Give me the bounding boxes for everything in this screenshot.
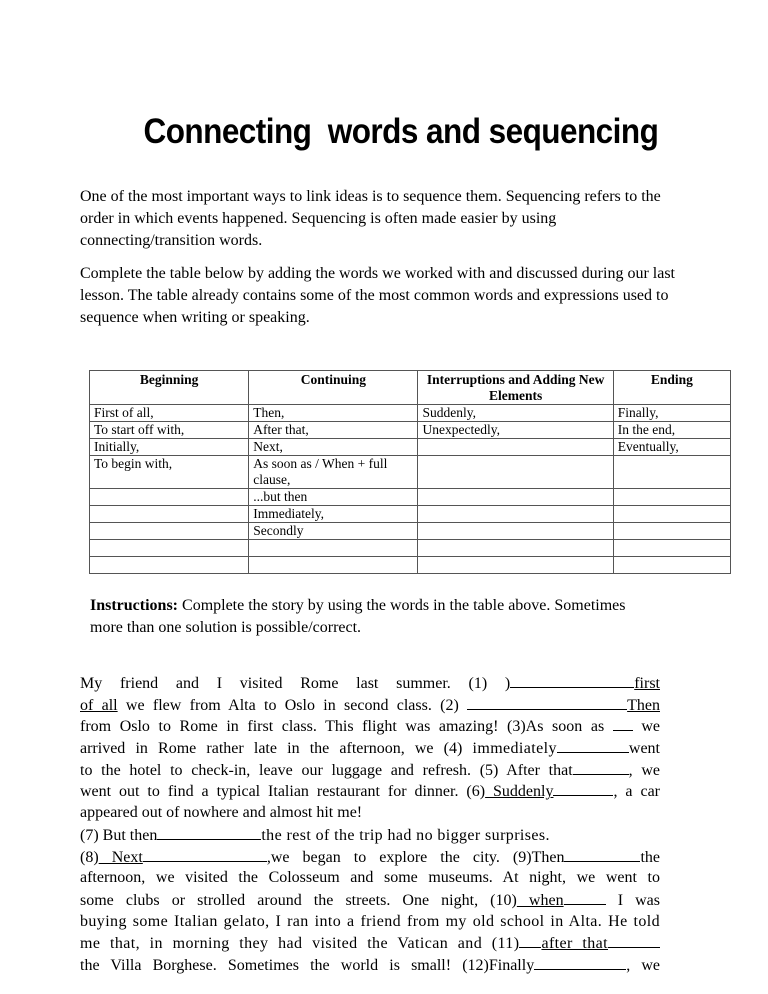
table-cell[interactable] — [418, 439, 613, 456]
story-text-10: afternoon, we visited the Colosseum and some museums. At night, we went to — [80, 869, 660, 887]
table-cell[interactable] — [249, 557, 418, 574]
story-text-8a: (7) But then — [80, 826, 158, 844]
story-text-8b: the rest of the trip had no bigger surprises. — [261, 826, 550, 844]
story-text-2b: we flew from Alta to Oslo in second class. (2) — [117, 696, 468, 714]
table-row — [90, 456, 731, 489]
table-cell[interactable]: Suddenly, — [418, 405, 613, 422]
answer-8[interactable]: Next — [98, 848, 143, 866]
story-text-3a: from Oslo to Rome in first class. This flight was amazing! (3)As soon as — [80, 718, 613, 736]
table-cell[interactable]: After that, — [249, 422, 418, 439]
table-cell[interactable] — [613, 456, 730, 489]
story-text-9c: the — [640, 848, 660, 866]
story-line — [80, 846, 660, 868]
story-text-5b: , we — [628, 761, 660, 779]
table-cell[interactable]: ...but then — [249, 489, 418, 506]
story-line — [80, 867, 660, 889]
table-cell[interactable] — [613, 489, 730, 506]
story-text-11b: I was — [605, 891, 661, 909]
story-text-14b: , we — [626, 956, 660, 974]
table-row — [90, 422, 731, 439]
instructions-text: Complete the story by using the words in the table above. Sometimes more than one solution is possible/correct. — [90, 597, 626, 636]
story-text-9b: ,we began to explore the city. (9)Then — [266, 848, 565, 866]
table-cell[interactable] — [613, 540, 730, 557]
table-cell[interactable]: To start off with, — [90, 422, 249, 439]
table-cell[interactable] — [418, 557, 613, 574]
table-row — [90, 540, 731, 557]
story-text-6a: went out to find a typical Italian restaurant for dinner. (6) — [80, 783, 486, 801]
blank-7[interactable] — [157, 824, 261, 840]
story-line — [80, 932, 660, 954]
blank-4[interactable] — [557, 737, 629, 753]
story-line — [80, 759, 660, 781]
header-continuing: Continuing — [249, 371, 418, 405]
story-text-4b: went — [628, 740, 660, 758]
story-text-3b: we — [632, 718, 661, 736]
answer-10[interactable]: when — [516, 891, 564, 909]
header-interruptions: Interruptions and Adding New Elements — [418, 371, 613, 405]
blank-6[interactable] — [553, 780, 613, 796]
table-cell[interactable] — [90, 557, 249, 574]
story-line — [80, 780, 660, 802]
table-row — [90, 405, 731, 422]
page-title: Connecting words and sequencing — [143, 112, 659, 151]
table-cell[interactable]: To begin with, — [90, 456, 249, 489]
table-cell[interactable] — [90, 489, 249, 506]
blank-3[interactable] — [613, 715, 633, 731]
story-line — [80, 824, 660, 846]
table-cell[interactable] — [418, 540, 613, 557]
table-row — [90, 439, 731, 456]
story-line — [80, 802, 660, 824]
table-cell[interactable] — [90, 506, 249, 523]
table-cell[interactable]: Unexpectedly, — [418, 422, 613, 439]
table-cell[interactable]: In the end, — [613, 422, 730, 439]
table-cell[interactable] — [613, 506, 730, 523]
story-line — [80, 889, 660, 911]
table-cell[interactable] — [418, 489, 613, 506]
table-cell[interactable]: Eventually, — [613, 439, 730, 456]
blank-5[interactable] — [573, 759, 629, 775]
story-text-4a: arrived in Rome rather late in the afternoon, we (4) — [80, 740, 473, 758]
table-cell[interactable] — [418, 506, 613, 523]
story-text-12: buying some Italian gelato, I ran into a friend from my old school in Alta. He told — [80, 912, 660, 930]
story-line — [80, 954, 660, 976]
header-ending: Ending — [613, 371, 730, 405]
story-text — [80, 672, 660, 976]
story-text-5a: to the hotel to check-in, leave our luggage and refresh. (5) After that — [80, 761, 573, 779]
table-row — [90, 506, 731, 523]
sequencing-table — [89, 370, 731, 574]
answer-1-cont[interactable]: of all — [80, 696, 118, 714]
table-cell[interactable]: Finally, — [613, 405, 730, 422]
answer-4[interactable]: immediately — [472, 740, 557, 758]
table-cell[interactable] — [418, 456, 613, 489]
table-cell[interactable]: Secondly — [249, 523, 418, 540]
story-text-7: appeared out of nowhere and almost hit me! — [80, 804, 363, 822]
table-cell[interactable] — [418, 523, 613, 540]
blank-10[interactable] — [564, 889, 606, 905]
table-cell[interactable]: Then, — [249, 405, 418, 422]
story-line — [80, 694, 660, 716]
blank-11[interactable] — [608, 932, 660, 948]
blank-8[interactable] — [143, 846, 267, 862]
table-cell[interactable]: As soon as / When + full clause, — [249, 456, 418, 489]
header-beginning: Beginning — [90, 371, 249, 405]
story-text-14a: the Villa Borghese. Sometimes the world is small! (12)Finally — [80, 956, 535, 974]
blank-2[interactable] — [467, 694, 627, 710]
blank-1[interactable] — [510, 672, 634, 688]
table-header-row — [90, 371, 731, 405]
story-line — [80, 672, 660, 694]
blank-9[interactable] — [564, 846, 640, 862]
blank-11a[interactable] — [519, 932, 541, 948]
table-cell[interactable] — [613, 557, 730, 574]
instructions — [90, 595, 650, 639]
table-cell[interactable] — [249, 540, 418, 557]
table-row — [90, 523, 731, 540]
blank-12[interactable] — [534, 954, 626, 970]
table-cell[interactable] — [613, 523, 730, 540]
story-line — [80, 911, 660, 933]
table-cell[interactable]: First of all, — [90, 405, 249, 422]
story-line — [80, 715, 660, 737]
answer-2[interactable]: Then — [627, 696, 660, 714]
table-cell[interactable]: Next, — [249, 439, 418, 456]
instructions-label: Instructions: — [90, 597, 179, 614]
story-text-1a: My friend and I visited Rome last summer. (1) ) — [80, 675, 511, 692]
table-row — [90, 489, 731, 506]
table-cell[interactable]: Initially, — [90, 439, 249, 456]
table-row — [90, 557, 731, 574]
task-paragraph: Complete the table below by adding the words we worked with and discussed during our last lesson. The table already contains some of the most common words and expressions used to sequence when writing or speaking. — [80, 265, 675, 326]
answer-1[interactable]: first — [634, 675, 660, 692]
answer-6[interactable]: Suddenly — [485, 783, 554, 801]
table-cell[interactable]: Immediately, — [249, 506, 418, 523]
story-line — [80, 737, 660, 759]
table-cell[interactable] — [90, 540, 249, 557]
story-text-13a: me that, in morning they had visited the Vatican and (11) — [80, 935, 520, 953]
answer-11[interactable]: after that — [541, 935, 609, 953]
intro-paragraph: One of the most important ways to link ideas is to sequence them. Sequencing refers to the order in which events happened. Sequencing is often made easier by using connecting/transition words. — [80, 188, 661, 249]
table-cell[interactable] — [90, 523, 249, 540]
story-text-11a: some clubs or strolled around the streets. One night, (10) — [80, 891, 517, 909]
story-text-6b: , a car — [613, 783, 661, 801]
story-text-9a: (8) — [80, 848, 99, 866]
